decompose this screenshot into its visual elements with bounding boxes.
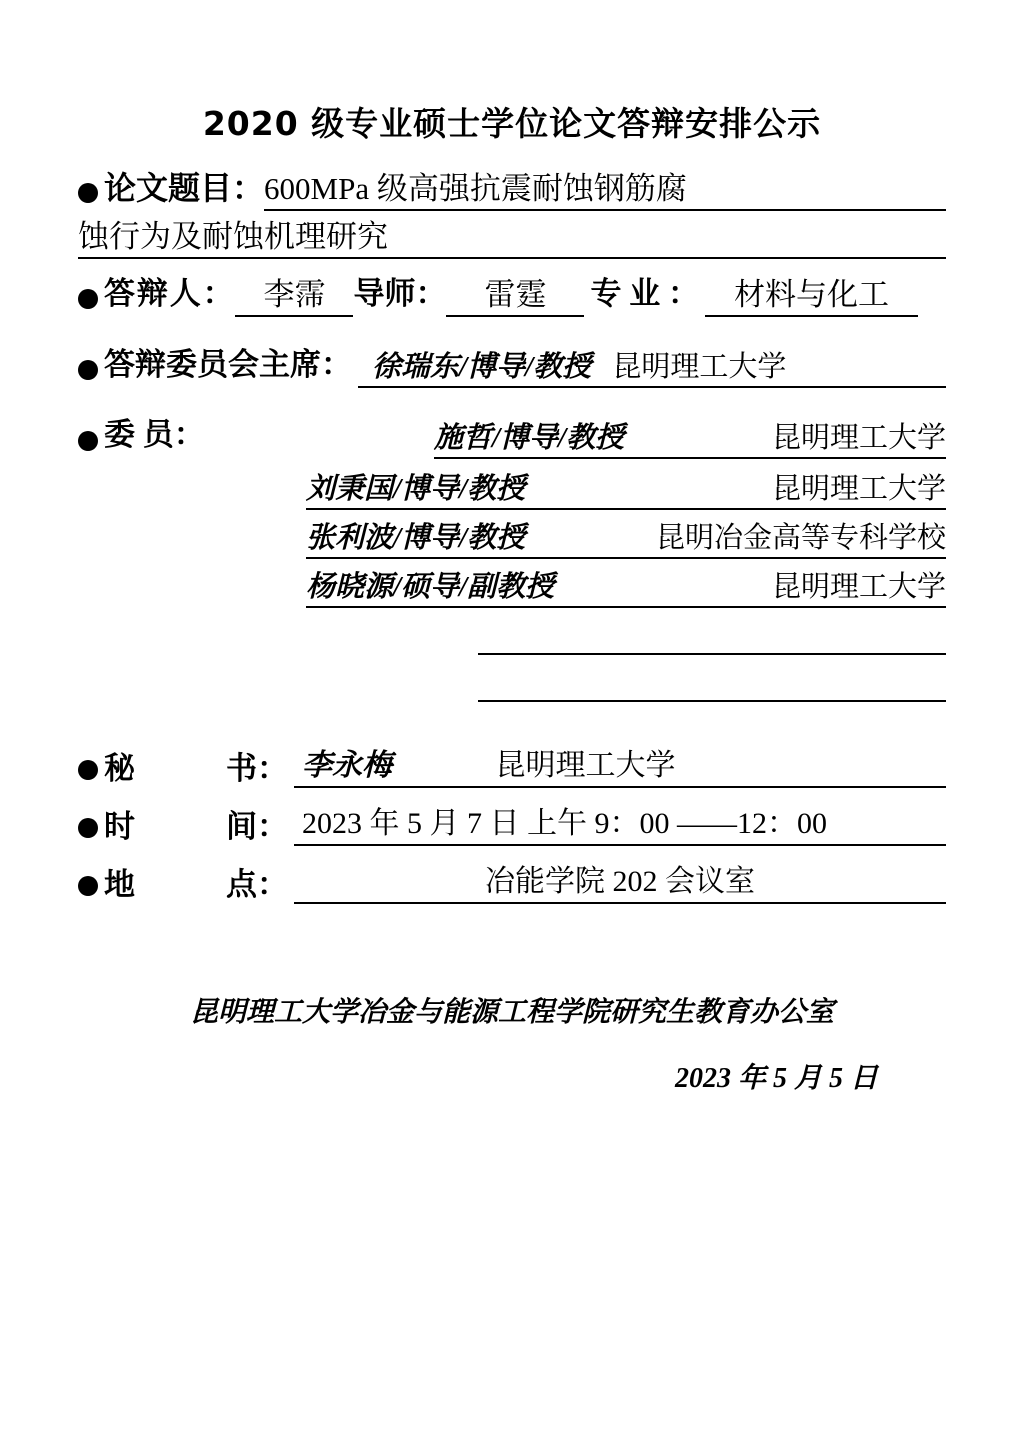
member-name: 杨晓源/硕导/副教授 xyxy=(306,570,555,603)
defender-name: 李霈 xyxy=(235,269,353,317)
member-name: 施哲/博导/教授 xyxy=(434,421,625,454)
member-name: 刘秉国/博导/教授 xyxy=(306,472,526,505)
place-label xyxy=(104,859,294,904)
member-line-blank xyxy=(478,659,946,702)
place-value-line xyxy=(294,856,946,904)
member-row-blank xyxy=(78,659,946,702)
chair-name: 徐瑞东/博导/教授 xyxy=(372,351,592,383)
secretary-org: 昆明理工大学 xyxy=(495,748,676,782)
paper-title-value-line1: 600MPa 级高强抗震耐蚀钢筋腐 xyxy=(264,163,946,211)
member-org: 昆明理工大学 xyxy=(771,472,946,505)
time-label xyxy=(104,801,294,846)
paper-title-value-line2: 蚀行为及耐蚀机理研究 xyxy=(78,211,946,259)
chair-label: 答辩委员会主席： xyxy=(104,346,352,382)
members-row xyxy=(78,412,946,459)
place-label-a: 地 xyxy=(104,866,135,902)
time-value-line xyxy=(294,798,946,846)
bullet-icon xyxy=(78,289,98,309)
secretary-row xyxy=(78,740,946,788)
chair-row xyxy=(78,341,946,388)
member-line xyxy=(434,414,946,459)
time-label-a: 时 xyxy=(104,808,135,844)
time-row xyxy=(78,798,946,846)
advisor-label: 导师： xyxy=(353,275,447,311)
bullet-icon xyxy=(78,183,98,203)
member-line xyxy=(306,465,946,510)
secretary-value xyxy=(294,740,946,784)
member-row xyxy=(78,514,946,559)
chair-org: 昆明理工大学 xyxy=(612,351,787,383)
page-title: 2020 级专业硕士学位论文答辩安排公示 xyxy=(202,104,822,143)
major-label: 专 业 ： xyxy=(590,275,699,311)
defender-label: 答辩人： xyxy=(104,275,236,311)
members-label: 委 员： xyxy=(104,417,205,452)
bullet-icon xyxy=(78,431,98,451)
defender-row xyxy=(78,269,946,317)
chair-value-line xyxy=(358,341,946,388)
member-line-blank xyxy=(478,612,946,655)
bullet-icon xyxy=(78,876,98,896)
member-org: 昆明理工大学 xyxy=(771,570,946,603)
secretary-label-b: 书： xyxy=(226,750,288,786)
time-label-b: 间： xyxy=(226,808,288,844)
place-value: 冶能学院 202 会议室 xyxy=(485,864,755,898)
time-value: 2023 年 5 月 7 日 上午 9：00 ——12：00 xyxy=(302,806,827,840)
bullet-icon xyxy=(78,760,98,780)
place-label-b: 点： xyxy=(226,866,288,902)
member-row xyxy=(78,465,946,510)
member-org: 昆明冶金高等专科学校 xyxy=(655,521,946,554)
major-value: 材料与化工 xyxy=(705,269,918,317)
secretary-label xyxy=(104,743,294,788)
footer-date: 2023 年 5 月 5 日 xyxy=(674,1062,878,1094)
place-row xyxy=(78,856,946,904)
paper-title-row xyxy=(78,163,946,211)
member-row xyxy=(78,563,946,608)
member-line xyxy=(306,514,946,559)
secretary-value-line xyxy=(294,740,946,788)
member-row-blank xyxy=(78,612,946,655)
member-name: 张利波/博导/教授 xyxy=(306,521,526,554)
footer-office: 昆明理工大学冶金与能源工程学院研究生教育办公室 xyxy=(189,996,834,1028)
advisor-name: 雷霆 xyxy=(446,269,584,317)
member-line xyxy=(306,563,946,608)
secretary-label-a: 秘 xyxy=(104,750,135,786)
member-org: 昆明理工大学 xyxy=(771,421,946,454)
paper-title-label: 论文题目： xyxy=(104,170,265,206)
bullet-icon xyxy=(78,818,98,838)
secretary-name: 李永梅 xyxy=(302,748,392,782)
bullet-icon xyxy=(78,360,98,380)
